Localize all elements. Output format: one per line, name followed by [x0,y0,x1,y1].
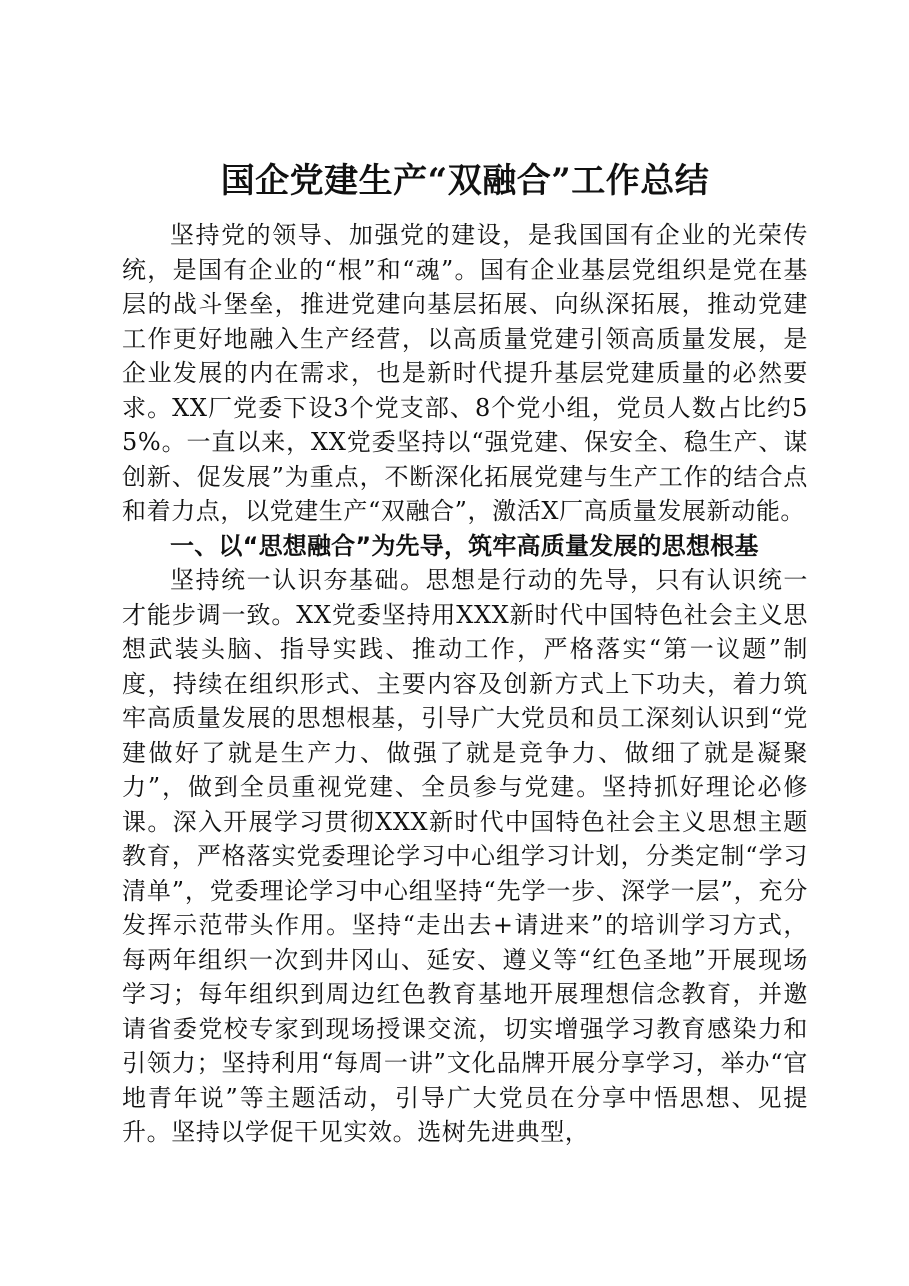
intro-paragraph: 坚持党的领导、加强党的建设，是我国国有企业的光荣传统，是国有企业的“根”和“魂”。国有企业基层党组织是党在基层的战斗堡垒，推进党建向基层拓展、向纵深拓展，推动党建工作更好地融入生产经营，以高质量党建引领高质量发展，是企业发展的内在需求，也是新时代提升基层党建质量的必然要求。XX厂党委下设3个党支部、8个党小组，党员人数占比约55%。一直以来，XX党委坚持以“强党建、保安全、稳生产、谋创新、促发展”为重点，不断深化拓展党建与生产工作的结合点和着力点，以党建生产“双融合”，激活X厂高质量发展新动能。 [122,221,808,525]
document-title: 国企党建生产“双融合”工作总结 [220,161,710,201]
document-page [122,150,808,1150]
section-heading-1: 一、以“思想融合”为先导，筑牢高质量发展的思想根基 [170,531,759,560]
section-paragraph-1: 坚持统一认识夯基础。思想是行动的先导，只有认识统一才能步调一致。XX党委坚持用XXX新时代中国特色社会主义思想武装头脑、指导实践、推动工作，严格落实“第一议题”制度，持续在组织形式、主要内容及创新方式上下功夫，着力筑牢高质量发展的思想根基，引导广大党员和员工深刻认识到“党建做好了就是生产力、做强了就是竞争力、做细了就是凝聚力”，做到全员重视党建、全员参与党建。坚持抓好理论必修课。深入开展学习贯彻XXX新时代中国特色社会主义思想主题教育，严格落实党委理论学习中心组学习计划，分类定制“学习清单”，党委理论学习中心组坚持“先学一步、深学一层”，充分发挥示范带头作用。坚持“走出去+请进来”的培训学习方式，每两年组织一次到井冈山、延安、遵义等“红色圣地”开展现场学习；每年组织到周边红色教育基地开展理想信念教育，并邀请省委党校专家到现场授课交流，切实增强学习教育感染力和引领力；坚持利用“每周一讲”文化品牌开展分享学习，举办“官地青年说”等主题活动，引导广大党员在分享中悟思想、见提升。坚持以学促干见实效。选树先进典型， [122,566,808,1146]
